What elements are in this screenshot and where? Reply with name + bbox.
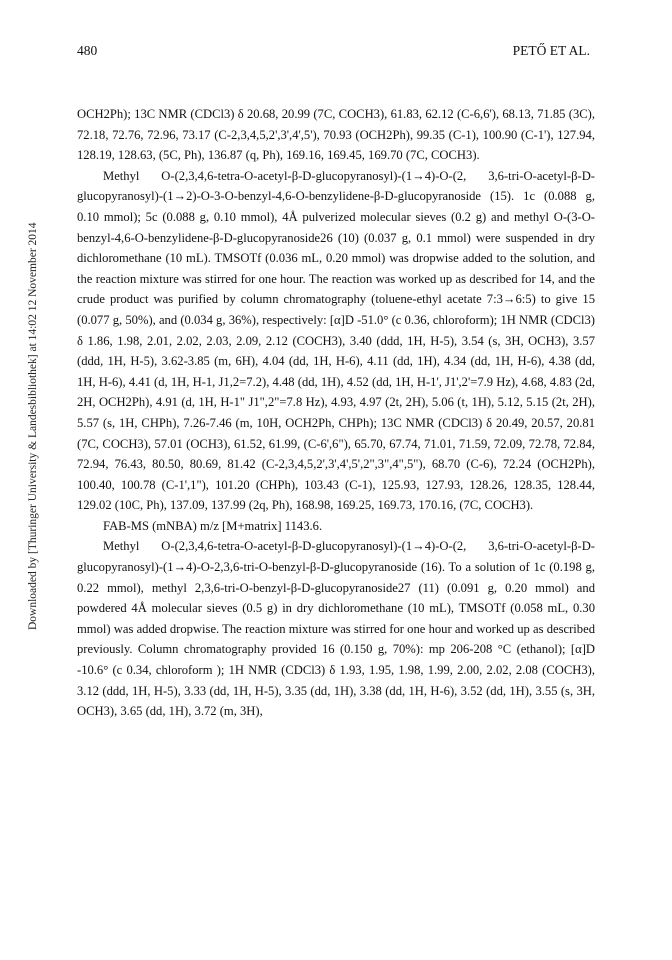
paragraph-compound-15: Methyl O-(2,3,4,6-tetra-O-acetyl-β-D-glucopyranosyl)-(1→4)-O-(2, 3,6-tri-O-acetyl-β-D-glucopyranosyl)-(1→2)-O-3-O-benzyl-4,6-O-benzylidene-β-D-glucopyranoside (15). 1c (0.088 g, 0.10 mmol); 5c (0.088 g, 0.10 mmol), 4Å pulverized molecular sieves (0.2 g) and methyl O-(3-O-benzyl-4,6-O-benzylidene-β-D-glucopyranoside26 (10) (0.037 g, 0.1 mmol) were suspended in dry dichloromethane (10 mL). TMSOTf (0.036 mL, 0.20 mmol) was dropwise added to the solution, and the reaction mixture was stirred for one hour. The reaction was worked up as described for 14, and the crude product was purified by column chromatography (toluene-ethyl acetate 7:3→6:5) to give 15 (0.077 g, 50%), and (0.034 g, 36%), respectively: [α]D -51.0° (c 0.36, chloroform); 1H NMR (CDCl3) δ 1.86, 1.98, 2.01, 2.02, 2.03, 2.09, 2.12 (COCH3), 3.40 (ddd, 1H, H-5), 3.54 (s, 3H, OCH3), 3.57 (ddd, 1H, H-5), 3.62-3.85 (m, 6H), 4.04 (dd, 1H, H-6), 4.11 (dd, 1H), 4.34 (dd, 1H, H-6), 4.38 (dd, 1H, H-6), 4.41 (d, 1H, H-1, J1,2=7.2), 4.48 (dd, 1H), 4.52 (dd, 1H, H-1', J1',2'=7.9 Hz), 4.68, 4.83 (2d, 2H, OCH2Ph), 4.91 (d, 1H, H-1" J1",2"=7.8 Hz), 4.93, 4.97 (2t, 2H), 5.06 (t, 1H), 5.12, 5.15 (2t, 2H), 5.57 (s, 1H, CHPh), 7.26-7.46 (m, 10H, OCH2Ph, CHPh); 13C NMR (CDCl3) δ 20.49, 20.57, 20.81 (7C, COCH3), 57.01 (OCH3), 61.52, 61.99, (C-6',6"), 65.70, 67.74, 71.01, 71.59, 72.09, 72.78, 72.84, 72.94, 76.43, 80.50, 80.69, 81.42 (C-2,3,4,5,2',3',4',5',2",3",4",5"), 68.70 (C-6), 72.24 (OCH2Ph), 100.40, 100.78 (C-1',1"), 101.20 (CHPh), 103.43 (C-1), 125.93, 127.93, 128.26, 128.35, 128.44, 129.02 (10C, Ph), 137.09, 137.99 (2q, Ph), 168.98, 169.25, 169.73, 170.16, (7C, COCH3).	[77, 168, 595, 513]
body-text	[77, 104, 595, 722]
running-head: PETŐ ET AL.	[512, 43, 590, 58]
paragraph-nmr-continuation: OCH2Ph); 13C NMR (CDCl3) δ 20.68, 20.99 (7C, COCH3), 61.83, 62.12 (C-6,6'), 68.13, 71.85 (3C), 72.18, 72.76, 72.96, 73.17 (C-2,3,4,5,2',3',4',5'), 70.93 (OCH2Ph), 99.35 (C-1), 100.90 (C-1'), 127.94, 128.19, 128.63, (5C, Ph), 136.87 (q, Ph), 169.16, 169.45, 169.70 (7C, COCH3).	[77, 107, 595, 163]
paragraph-fab-ms: FAB-MS (mNBA) m/z [M+matrix] 1143.6.	[103, 518, 323, 533]
page-number: 480	[77, 43, 98, 58]
download-watermark: Downloaded by [Thuringer University & Landesbibliothek] at 14:02 12 November 2014	[27, 222, 39, 630]
paragraph-compound-16: Methyl O-(2,3,4,6-tetra-O-acetyl-β-D-glucopyranosyl)-(1→4)-O-(2, 3,6-tri-O-acetyl-β-D-glucopyranosyl)-(1→4)-O-2,3,6-tri-O-benzyl-β-D-glucopyranoside (16). To a solution of 1c (0.198 g, 0.22 mmol), methyl 2,3,6-tri-O-benzyl-β-D-glucopyranoside27 (11) (0.091 g, 0.20 mmol) and powdered 4Å molecular sieves (0.5 g) in dry dichloromethane (10 mL), TMSOTf (0.058 mL, 0.30 mmol) was added dropwise. The reaction mixture was stirred for one hour and worked up as described previously. Column chromatography provided 16 (0.150 g, 70%): mp 206-208 °C (ethanol); [α]D -10.6° (c 0.34, chloroform ); 1H NMR (CDCl3) δ 1.93, 1.95, 1.98, 1.99, 2.00, 2.02, 2.08 (COCH3), 3.12 (ddd, 1H, H-5), 3.33 (dd, 1H, H-5), 3.35 (dd, 1H), 3.38 (dd, 1H, H-6), 3.52 (dd, 1H), 3.55 (s, 3H, OCH3), 3.65 (dd, 1H), 3.72 (m, 3H),	[77, 539, 595, 719]
